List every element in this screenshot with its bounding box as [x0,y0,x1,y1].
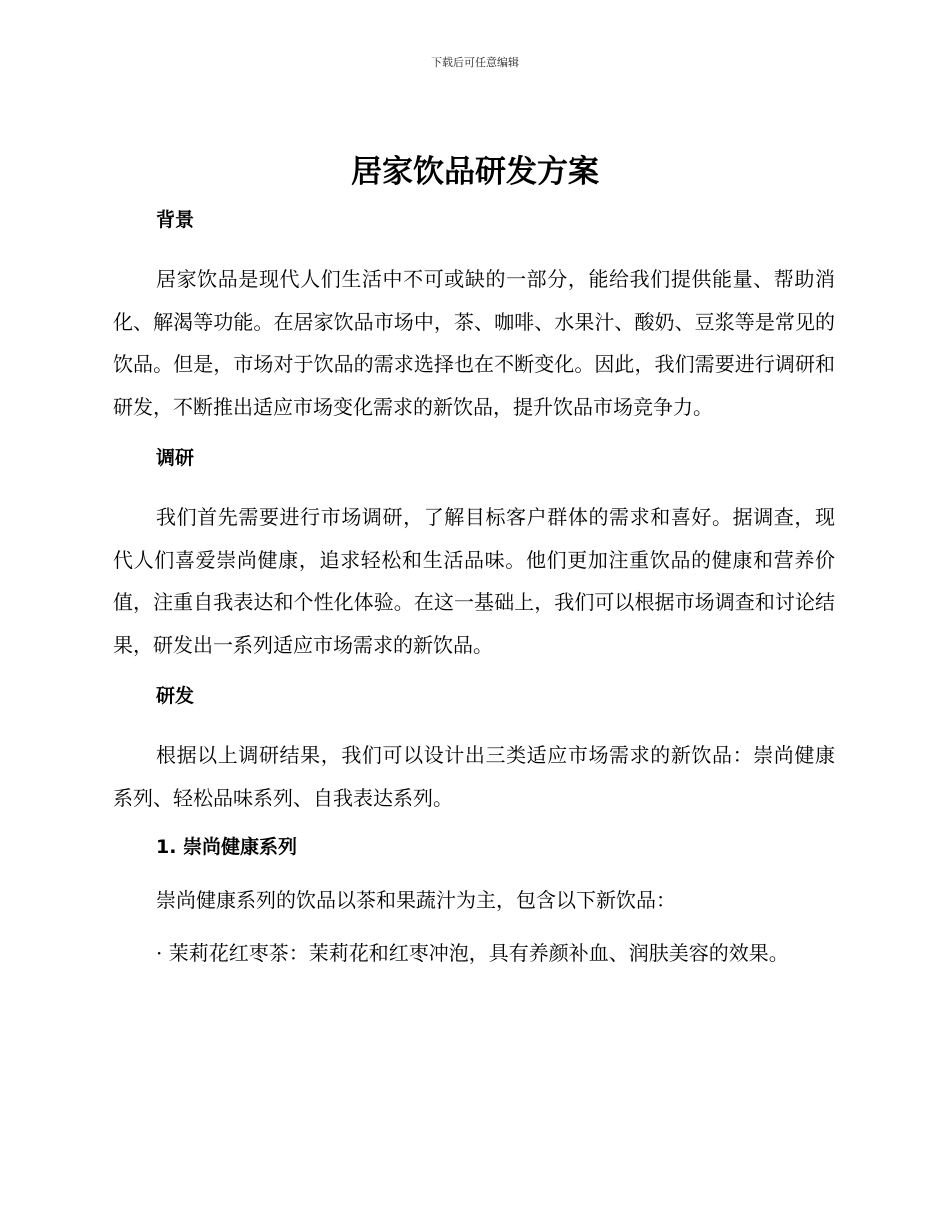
document-body [113,200,835,974]
header-note: 下载后可任意编辑 [431,56,519,69]
section-heading-development: 研发 [156,685,195,707]
section-heading-research: 调研 [156,447,195,469]
section-heading-background: 背景 [156,209,195,231]
health-series-intro: 崇尚健康系列的饮品以茶和果蔬汁为主，包含以下新饮品： [156,888,676,912]
list-item: · 茉莉花红枣茶：茉莉花和红枣冲泡，具有养颜补血、润肤美容的效果。 [156,940,789,965]
document-title: 居家饮品研发方案 [351,154,599,190]
subsection-heading-health-series: 1. 崇尚健康系列 [156,836,298,858]
background-paragraph: 居家饮品是现代人们生活中不可或缺的一部分，能给我们提供能量、帮助消化、解渴等功能。在居家饮品市场中，茶、咖啡、水果汁、酸奶、豆浆等是常见的饮品。但是，市场对于饮品的需求选择也在不断变化。因此，我们需要进行调研和研发，不断推出适应市场变化需求的新饮品，提升饮品市场竞争力。 [113,267,835,419]
development-paragraph: 根据以上调研结果，我们可以设计出三类适应市场需求的新饮品：崇尚健康系列、轻松品味系列、自我表达系列。 [113,743,835,810]
research-paragraph: 我们首先需要进行市场调研，了解目标客户群体的需求和喜好。据调查，现代人们喜爱崇尚健康，追求轻松和生活品味。他们更加注重饮品的健康和营养价值，注重自我表达和个性化体验。在这一基础上，我们可以根据市场调查和讨论结果，研发出一系列适应市场需求的新饮品。 [113,505,835,657]
